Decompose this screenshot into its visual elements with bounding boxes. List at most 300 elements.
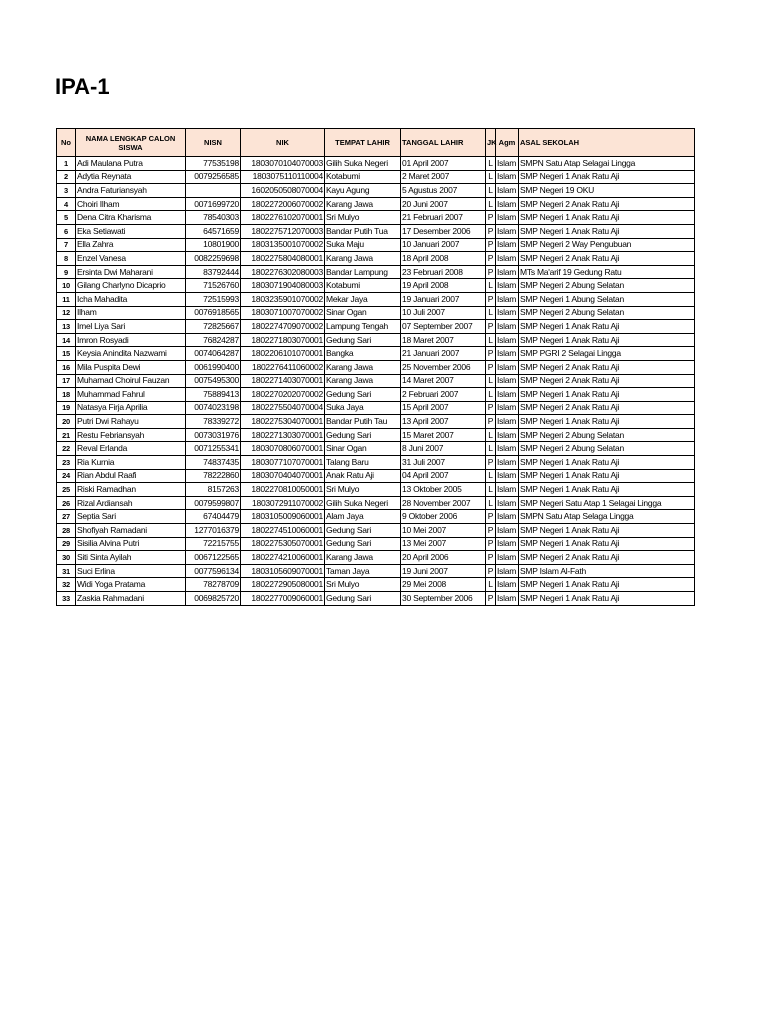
cell-nisn: 0067122565: [186, 551, 241, 565]
cell-asal-sekolah: SMP Negeri 2 Anak Ratu Aji: [519, 360, 695, 374]
cell-asal-sekolah: SMPN Satu Atap Selagai Lingga: [519, 157, 695, 171]
cell-nisn: 76824287: [186, 333, 241, 347]
cell-tempat-lahir: Gedung Sari: [325, 428, 401, 442]
cell-asal-sekolah: SMP Negeri 19 OKU: [519, 184, 695, 198]
cell-agm: Islam: [496, 238, 519, 252]
cell-nik: 1802270810050001: [241, 483, 325, 497]
table-row: [57, 564, 695, 578]
cell-nik: 1803071904080003: [241, 279, 325, 293]
student-table: [56, 128, 695, 606]
cell-nik: 1803072911070002: [241, 496, 325, 510]
cell-agm: Islam: [496, 224, 519, 238]
cell-tanggal-lahir: 19 April 2008: [401, 279, 486, 293]
cell-nik: 1803235901070002: [241, 292, 325, 306]
cell-no: 4: [57, 197, 76, 211]
cell-tempat-lahir: Bandar Lampung: [325, 265, 401, 279]
cell-asal-sekolah: SMP Negeri 2 Anak Ratu Aji: [519, 374, 695, 388]
cell-tanggal-lahir: 15 Maret 2007: [401, 428, 486, 442]
cell-nama: Shofiyah Ramadani: [76, 524, 186, 538]
cell-tanggal-lahir: 18 April 2008: [401, 252, 486, 266]
cell-tanggal-lahir: 5 Agustus 2007: [401, 184, 486, 198]
cell-asal-sekolah: SMP Negeri 1 Anak Ratu Aji: [519, 415, 695, 429]
cell-nik: 1602050508070004: [241, 184, 325, 198]
cell-tanggal-lahir: 9 Oktober 2006: [401, 510, 486, 524]
cell-asal-sekolah: SMP Negeri 1 Abung Selatan: [519, 292, 695, 306]
cell-jk: P: [486, 265, 496, 279]
cell-agm: Islam: [496, 442, 519, 456]
cell-agm: Islam: [496, 197, 519, 211]
cell-no: 5: [57, 211, 76, 225]
cell-nik: 1802272006070002: [241, 197, 325, 211]
cell-nisn: 1277016379: [186, 524, 241, 538]
cell-agm: Islam: [496, 388, 519, 402]
cell-nisn: 78222860: [186, 469, 241, 483]
cell-asal-sekolah: SMP Negeri 2 Anak Ratu Aji: [519, 197, 695, 211]
cell-tanggal-lahir: 2 Maret 2007: [401, 170, 486, 184]
cell-nama: Enzel Vanesa: [76, 252, 186, 266]
cell-tanggal-lahir: 07 September 2007: [401, 320, 486, 334]
cell-agm: Islam: [496, 347, 519, 361]
cell-asal-sekolah: SMP Negeri 1 Anak Ratu Aji: [519, 388, 695, 402]
cell-asal-sekolah: MTs Ma'arif 19 Gedung Ratu: [519, 265, 695, 279]
cell-nama: Sisilia Alvina Putri: [76, 537, 186, 551]
cell-no: 23: [57, 456, 76, 470]
table-row: [57, 184, 695, 198]
cell-jk: P: [486, 537, 496, 551]
cell-nama: Suci Erlina: [76, 564, 186, 578]
cell-tempat-lahir: Bangka: [325, 347, 401, 361]
cell-jk: P: [486, 320, 496, 334]
cell-asal-sekolah: SMP Negeri 2 Abung Selatan: [519, 306, 695, 320]
cell-tanggal-lahir: 21 Februari 2007: [401, 211, 486, 225]
page-title: IPA-1: [55, 74, 110, 99]
cell-tanggal-lahir: 13 Mei 2007: [401, 537, 486, 551]
cell-nisn: 0079599807: [186, 496, 241, 510]
cell-nama: Keysia Anindita Nazwami: [76, 347, 186, 361]
cell-agm: Islam: [496, 170, 519, 184]
cell-nik: 1803075110110004: [241, 170, 325, 184]
cell-nisn: 78278709: [186, 578, 241, 592]
cell-nik: 1802272905080001: [241, 578, 325, 592]
cell-jk: P: [486, 592, 496, 606]
cell-nisn: 0076918565: [186, 306, 241, 320]
table-row: [57, 347, 695, 361]
cell-asal-sekolah: SMP Negeri 2 Anak Ratu Aji: [519, 401, 695, 415]
cell-agm: Islam: [496, 211, 519, 225]
cell-nama: Putri Dwi Rahayu: [76, 415, 186, 429]
cell-nik: 1802271303070001: [241, 428, 325, 442]
cell-nisn: 0074023198: [186, 401, 241, 415]
cell-tempat-lahir: Karang Jawa: [325, 374, 401, 388]
cell-nisn: 8157263: [186, 483, 241, 497]
cell-nisn: 72515993: [186, 292, 241, 306]
cell-jk: P: [486, 347, 496, 361]
cell-no: 19: [57, 401, 76, 415]
cell-nisn: 83792444: [186, 265, 241, 279]
cell-no: 33: [57, 592, 76, 606]
cell-jk: P: [486, 551, 496, 565]
header-tanggal-lahir: TANGGAL LAHIR: [401, 129, 486, 157]
cell-nama: Muhamad Choirul Fauzan: [76, 374, 186, 388]
table-row: [57, 224, 695, 238]
cell-tempat-lahir: Gedung Sari: [325, 537, 401, 551]
cell-nama: Muhammad Fahrul: [76, 388, 186, 402]
cell-tanggal-lahir: 25 November 2006: [401, 360, 486, 374]
cell-asal-sekolah: SMP Negeri 1 Anak Ratu Aji: [519, 224, 695, 238]
cell-agm: Islam: [496, 428, 519, 442]
cell-nisn: 0077596134: [186, 564, 241, 578]
cell-nama: Adi Maulana Putra: [76, 157, 186, 171]
cell-no: 26: [57, 496, 76, 510]
table-row: [57, 170, 695, 184]
cell-nik: 1802275504070004: [241, 401, 325, 415]
cell-no: 31: [57, 564, 76, 578]
cell-tanggal-lahir: 19 Juni 2007: [401, 564, 486, 578]
cell-nama: Restu Febriansyah: [76, 428, 186, 442]
cell-nama: Choiri Ilham: [76, 197, 186, 211]
cell-agm: Islam: [496, 184, 519, 198]
cell-asal-sekolah: SMPN Satu Atap Selaga Lingga: [519, 510, 695, 524]
cell-nisn: 0073031976: [186, 428, 241, 442]
cell-jk: P: [486, 510, 496, 524]
cell-jk: L: [486, 442, 496, 456]
cell-tempat-lahir: Sinar Ogan: [325, 306, 401, 320]
cell-nik: 1803071007070002: [241, 306, 325, 320]
cell-jk: L: [486, 469, 496, 483]
cell-nama: Riski Ramadhan: [76, 483, 186, 497]
cell-jk: P: [486, 211, 496, 225]
cell-nik: 1802276102070001: [241, 211, 325, 225]
cell-asal-sekolah: SMP Negeri 1 Anak Ratu Aji: [519, 578, 695, 592]
cell-no: 21: [57, 428, 76, 442]
cell-asal-sekolah: SMP Negeri 1 Anak Ratu Aji: [519, 537, 695, 551]
cell-nama: Mila Puspita Dewi: [76, 360, 186, 374]
cell-jk: P: [486, 456, 496, 470]
table-row: [57, 333, 695, 347]
table-row: [57, 360, 695, 374]
cell-nisn: 0071255341: [186, 442, 241, 456]
header-asal-sekolah: ASAL SEKOLAH: [519, 129, 695, 157]
table-row: [57, 211, 695, 225]
table-row: [57, 469, 695, 483]
cell-tempat-lahir: Sri Mulyo: [325, 211, 401, 225]
cell-nama: Ilham: [76, 306, 186, 320]
cell-tempat-lahir: Sri Mulyo: [325, 578, 401, 592]
cell-nama: Eka Setiawati: [76, 224, 186, 238]
cell-nama: Ella Zahra: [76, 238, 186, 252]
cell-agm: Islam: [496, 360, 519, 374]
cell-nik: 1802206101070001: [241, 347, 325, 361]
cell-tanggal-lahir: 17 Desember 2006: [401, 224, 486, 238]
table-row: [57, 524, 695, 538]
cell-nik: 1802270202070002: [241, 388, 325, 402]
cell-tanggal-lahir: 29 Mei 2008: [401, 578, 486, 592]
cell-asal-sekolah: SMP Negeri 1 Anak Ratu Aji: [519, 170, 695, 184]
cell-tempat-lahir: Bandar Putih Tua: [325, 224, 401, 238]
table-header: [57, 129, 695, 157]
cell-agm: Islam: [496, 157, 519, 171]
cell-asal-sekolah: SMP Negeri 2 Abung Selatan: [519, 442, 695, 456]
cell-tanggal-lahir: 10 Januari 2007: [401, 238, 486, 252]
cell-jk: L: [486, 578, 496, 592]
table-row: [57, 415, 695, 429]
cell-tanggal-lahir: 28 November 2007: [401, 496, 486, 510]
cell-agm: Islam: [496, 333, 519, 347]
cell-agm: Islam: [496, 292, 519, 306]
cell-asal-sekolah: SMP Negeri 2 Way Pengubuan: [519, 238, 695, 252]
cell-asal-sekolah: SMP Negeri 1 Anak Ratu Aji: [519, 524, 695, 538]
cell-no: 11: [57, 292, 76, 306]
cell-jk: L: [486, 157, 496, 171]
cell-nisn: 0075495300: [186, 374, 241, 388]
cell-nisn: 64571659: [186, 224, 241, 238]
cell-agm: Islam: [496, 537, 519, 551]
cell-jk: P: [486, 360, 496, 374]
cell-nik: 1803105609070001: [241, 564, 325, 578]
cell-no: 14: [57, 333, 76, 347]
cell-tanggal-lahir: 23 Februari 2008: [401, 265, 486, 279]
cell-asal-sekolah: SMP Negeri 1 Anak Ratu Aji: [519, 456, 695, 470]
cell-asal-sekolah: SMP Islam Al-Fath: [519, 564, 695, 578]
table-row: [57, 578, 695, 592]
cell-tanggal-lahir: 2 Februari 2007: [401, 388, 486, 402]
cell-nik: 1803077107070001: [241, 456, 325, 470]
cell-nisn: 78339272: [186, 415, 241, 429]
table-row: [57, 252, 695, 266]
cell-nisn: 77535198: [186, 157, 241, 171]
cell-no: 29: [57, 537, 76, 551]
cell-jk: L: [486, 388, 496, 402]
cell-nisn: 72825667: [186, 320, 241, 334]
cell-nik: 1802277009060001: [241, 592, 325, 606]
cell-no: 22: [57, 442, 76, 456]
cell-nik: 1802275712070003: [241, 224, 325, 238]
cell-tempat-lahir: Taman Jaya: [325, 564, 401, 578]
cell-agm: Islam: [496, 374, 519, 388]
cell-nama: Septia Sari: [76, 510, 186, 524]
cell-agm: Islam: [496, 510, 519, 524]
cell-no: 24: [57, 469, 76, 483]
cell-nama: Ersinta Dwi Maharani: [76, 265, 186, 279]
cell-nama: Dena Citra Kharisma: [76, 211, 186, 225]
cell-nik: 1802274510060001: [241, 524, 325, 538]
cell-nisn: 0071699720: [186, 197, 241, 211]
cell-nisn: 0082259698: [186, 252, 241, 266]
cell-nik: 1802276411060002: [241, 360, 325, 374]
cell-jk: L: [486, 184, 496, 198]
cell-nisn: 74837435: [186, 456, 241, 470]
cell-jk: L: [486, 306, 496, 320]
cell-jk: L: [486, 428, 496, 442]
cell-no: 17: [57, 374, 76, 388]
cell-nik: 1802271403070001: [241, 374, 325, 388]
cell-tanggal-lahir: 8 Juni 2007: [401, 442, 486, 456]
cell-tempat-lahir: Gilih Suka Negeri: [325, 496, 401, 510]
cell-asal-sekolah: SMP Negeri 2 Abung Selatan: [519, 428, 695, 442]
cell-nik: 1802274210060001: [241, 551, 325, 565]
cell-agm: Islam: [496, 306, 519, 320]
cell-agm: Islam: [496, 456, 519, 470]
cell-no: 3: [57, 184, 76, 198]
cell-tempat-lahir: Alam Jaya: [325, 510, 401, 524]
cell-nik: 1802275304070001: [241, 415, 325, 429]
cell-nisn: 75889413: [186, 388, 241, 402]
cell-tanggal-lahir: 14 Maret 2007: [401, 374, 486, 388]
cell-no: 25: [57, 483, 76, 497]
cell-nisn: 78540303: [186, 211, 241, 225]
cell-jk: L: [486, 279, 496, 293]
cell-tempat-lahir: Talang Baru: [325, 456, 401, 470]
cell-tanggal-lahir: 10 Mei 2007: [401, 524, 486, 538]
cell-agm: Islam: [496, 524, 519, 538]
cell-nama: Adytia Reynata: [76, 170, 186, 184]
cell-tanggal-lahir: 31 Juli 2007: [401, 456, 486, 470]
cell-nik: 1802275305070001: [241, 537, 325, 551]
cell-agm: Islam: [496, 279, 519, 293]
cell-nisn: 67404479: [186, 510, 241, 524]
cell-asal-sekolah: SMP Negeri 2 Abung Selatan: [519, 279, 695, 293]
cell-no: 15: [57, 347, 76, 361]
cell-tanggal-lahir: 20 April 2006: [401, 551, 486, 565]
cell-asal-sekolah: SMP Negeri 1 Anak Ratu Aji: [519, 592, 695, 606]
cell-tanggal-lahir: 21 Januari 2007: [401, 347, 486, 361]
cell-jk: P: [486, 524, 496, 538]
cell-nisn: 10801900: [186, 238, 241, 252]
cell-nik: 1802275804080001: [241, 252, 325, 266]
cell-tempat-lahir: Kotabumi: [325, 279, 401, 293]
cell-agm: Islam: [496, 401, 519, 415]
cell-asal-sekolah: SMP Negeri 1 Anak Ratu Aji: [519, 320, 695, 334]
cell-nama: Imel Liya Sari: [76, 320, 186, 334]
cell-tempat-lahir: Kayu Agung: [325, 184, 401, 198]
cell-asal-sekolah: SMP Negeri 1 Anak Ratu Aji: [519, 211, 695, 225]
table-row: [57, 401, 695, 415]
table-body: [57, 157, 695, 606]
table-row: [57, 537, 695, 551]
cell-nik: 1803070806070001: [241, 442, 325, 456]
cell-asal-sekolah: SMP Negeri 1 Anak Ratu Aji: [519, 333, 695, 347]
cell-nama: Siti Sinta Ayilah: [76, 551, 186, 565]
cell-agm: Islam: [496, 592, 519, 606]
cell-tanggal-lahir: 04 April 2007: [401, 469, 486, 483]
header-jk: JK: [486, 129, 496, 157]
cell-nisn: 0079256585: [186, 170, 241, 184]
header-row: [57, 129, 695, 157]
cell-jk: P: [486, 564, 496, 578]
cell-no: 27: [57, 510, 76, 524]
cell-asal-sekolah: SMP PGRI 2 Selagai Lingga: [519, 347, 695, 361]
table-row: [57, 238, 695, 252]
cell-nama: Imron Rosyadi: [76, 333, 186, 347]
cell-tempat-lahir: Suka Maju: [325, 238, 401, 252]
cell-jk: L: [486, 170, 496, 184]
cell-tempat-lahir: Bandar Putih Tau: [325, 415, 401, 429]
cell-tanggal-lahir: 20 Juni 2007: [401, 197, 486, 211]
cell-nama: Widi Yoga Pratama: [76, 578, 186, 592]
cell-nik: 1802274709070002: [241, 320, 325, 334]
table-row: [57, 157, 695, 171]
cell-tempat-lahir: Sri Mulyo: [325, 483, 401, 497]
cell-no: 16: [57, 360, 76, 374]
cell-tempat-lahir: Lampung Tengah: [325, 320, 401, 334]
cell-jk: P: [486, 238, 496, 252]
cell-asal-sekolah: SMP Negeri 1 Anak Ratu Aji: [519, 469, 695, 483]
cell-nama: Rizal Ardiansah: [76, 496, 186, 510]
cell-tempat-lahir: Sinar Ogan: [325, 442, 401, 456]
cell-nama: Zaskia Rahmadani: [76, 592, 186, 606]
table-row: [57, 388, 695, 402]
table-row: [57, 551, 695, 565]
cell-no: 2: [57, 170, 76, 184]
cell-nisn: 71526760: [186, 279, 241, 293]
cell-jk: L: [486, 197, 496, 211]
table-row: [57, 265, 695, 279]
cell-tempat-lahir: Karang Jawa: [325, 252, 401, 266]
cell-jk: L: [486, 483, 496, 497]
cell-no: 28: [57, 524, 76, 538]
table-row: [57, 496, 695, 510]
header-no: No: [57, 129, 76, 157]
cell-tempat-lahir: Karang Jawa: [325, 551, 401, 565]
cell-agm: Islam: [496, 551, 519, 565]
cell-agm: Islam: [496, 265, 519, 279]
table-row: [57, 592, 695, 606]
cell-asal-sekolah: SMP Negeri 1 Anak Ratu Aji: [519, 483, 695, 497]
cell-nisn: 0061990400: [186, 360, 241, 374]
cell-tempat-lahir: Karang Jawa: [325, 197, 401, 211]
cell-no: 30: [57, 551, 76, 565]
cell-agm: Islam: [496, 496, 519, 510]
cell-agm: Islam: [496, 469, 519, 483]
cell-tempat-lahir: Suka Jaya: [325, 401, 401, 415]
cell-nisn: 72215755: [186, 537, 241, 551]
cell-tanggal-lahir: 30 September 2006: [401, 592, 486, 606]
table-row: [57, 292, 695, 306]
cell-tempat-lahir: Gilih Suka Negeri: [325, 157, 401, 171]
cell-tempat-lahir: Karang Jawa: [325, 360, 401, 374]
cell-tanggal-lahir: 19 Januari 2007: [401, 292, 486, 306]
cell-nik: 1803070404070001: [241, 469, 325, 483]
table-row: [57, 279, 695, 293]
cell-tempat-lahir: Kotabumi: [325, 170, 401, 184]
table-row: [57, 428, 695, 442]
cell-agm: Islam: [496, 483, 519, 497]
cell-asal-sekolah: SMP Negeri 2 Anak Ratu Aji: [519, 551, 695, 565]
cell-nik: 1803105009060001: [241, 510, 325, 524]
cell-nik: 1803070104070003: [241, 157, 325, 171]
cell-no: 32: [57, 578, 76, 592]
header-tempat-lahir: TEMPAT LAHIR: [325, 129, 401, 157]
cell-tanggal-lahir: 18 Maret 2007: [401, 333, 486, 347]
cell-tanggal-lahir: 15 April 2007: [401, 401, 486, 415]
cell-jk: P: [486, 292, 496, 306]
cell-agm: Islam: [496, 578, 519, 592]
cell-nama: Natasya Firja Aprilia: [76, 401, 186, 415]
cell-nama: Gilang Charlyno Dicaprio: [76, 279, 186, 293]
table-row: [57, 510, 695, 524]
cell-agm: Islam: [496, 564, 519, 578]
cell-no: 1: [57, 157, 76, 171]
header-nisn: NISN: [186, 129, 241, 157]
cell-nisn: 0069825720: [186, 592, 241, 606]
cell-tempat-lahir: Gedung Sari: [325, 524, 401, 538]
cell-tanggal-lahir: 01 April 2007: [401, 157, 486, 171]
table-row: [57, 442, 695, 456]
cell-tempat-lahir: Gedung Sari: [325, 333, 401, 347]
cell-no: 20: [57, 415, 76, 429]
cell-nama: Icha Mahadita: [76, 292, 186, 306]
cell-no: 6: [57, 224, 76, 238]
